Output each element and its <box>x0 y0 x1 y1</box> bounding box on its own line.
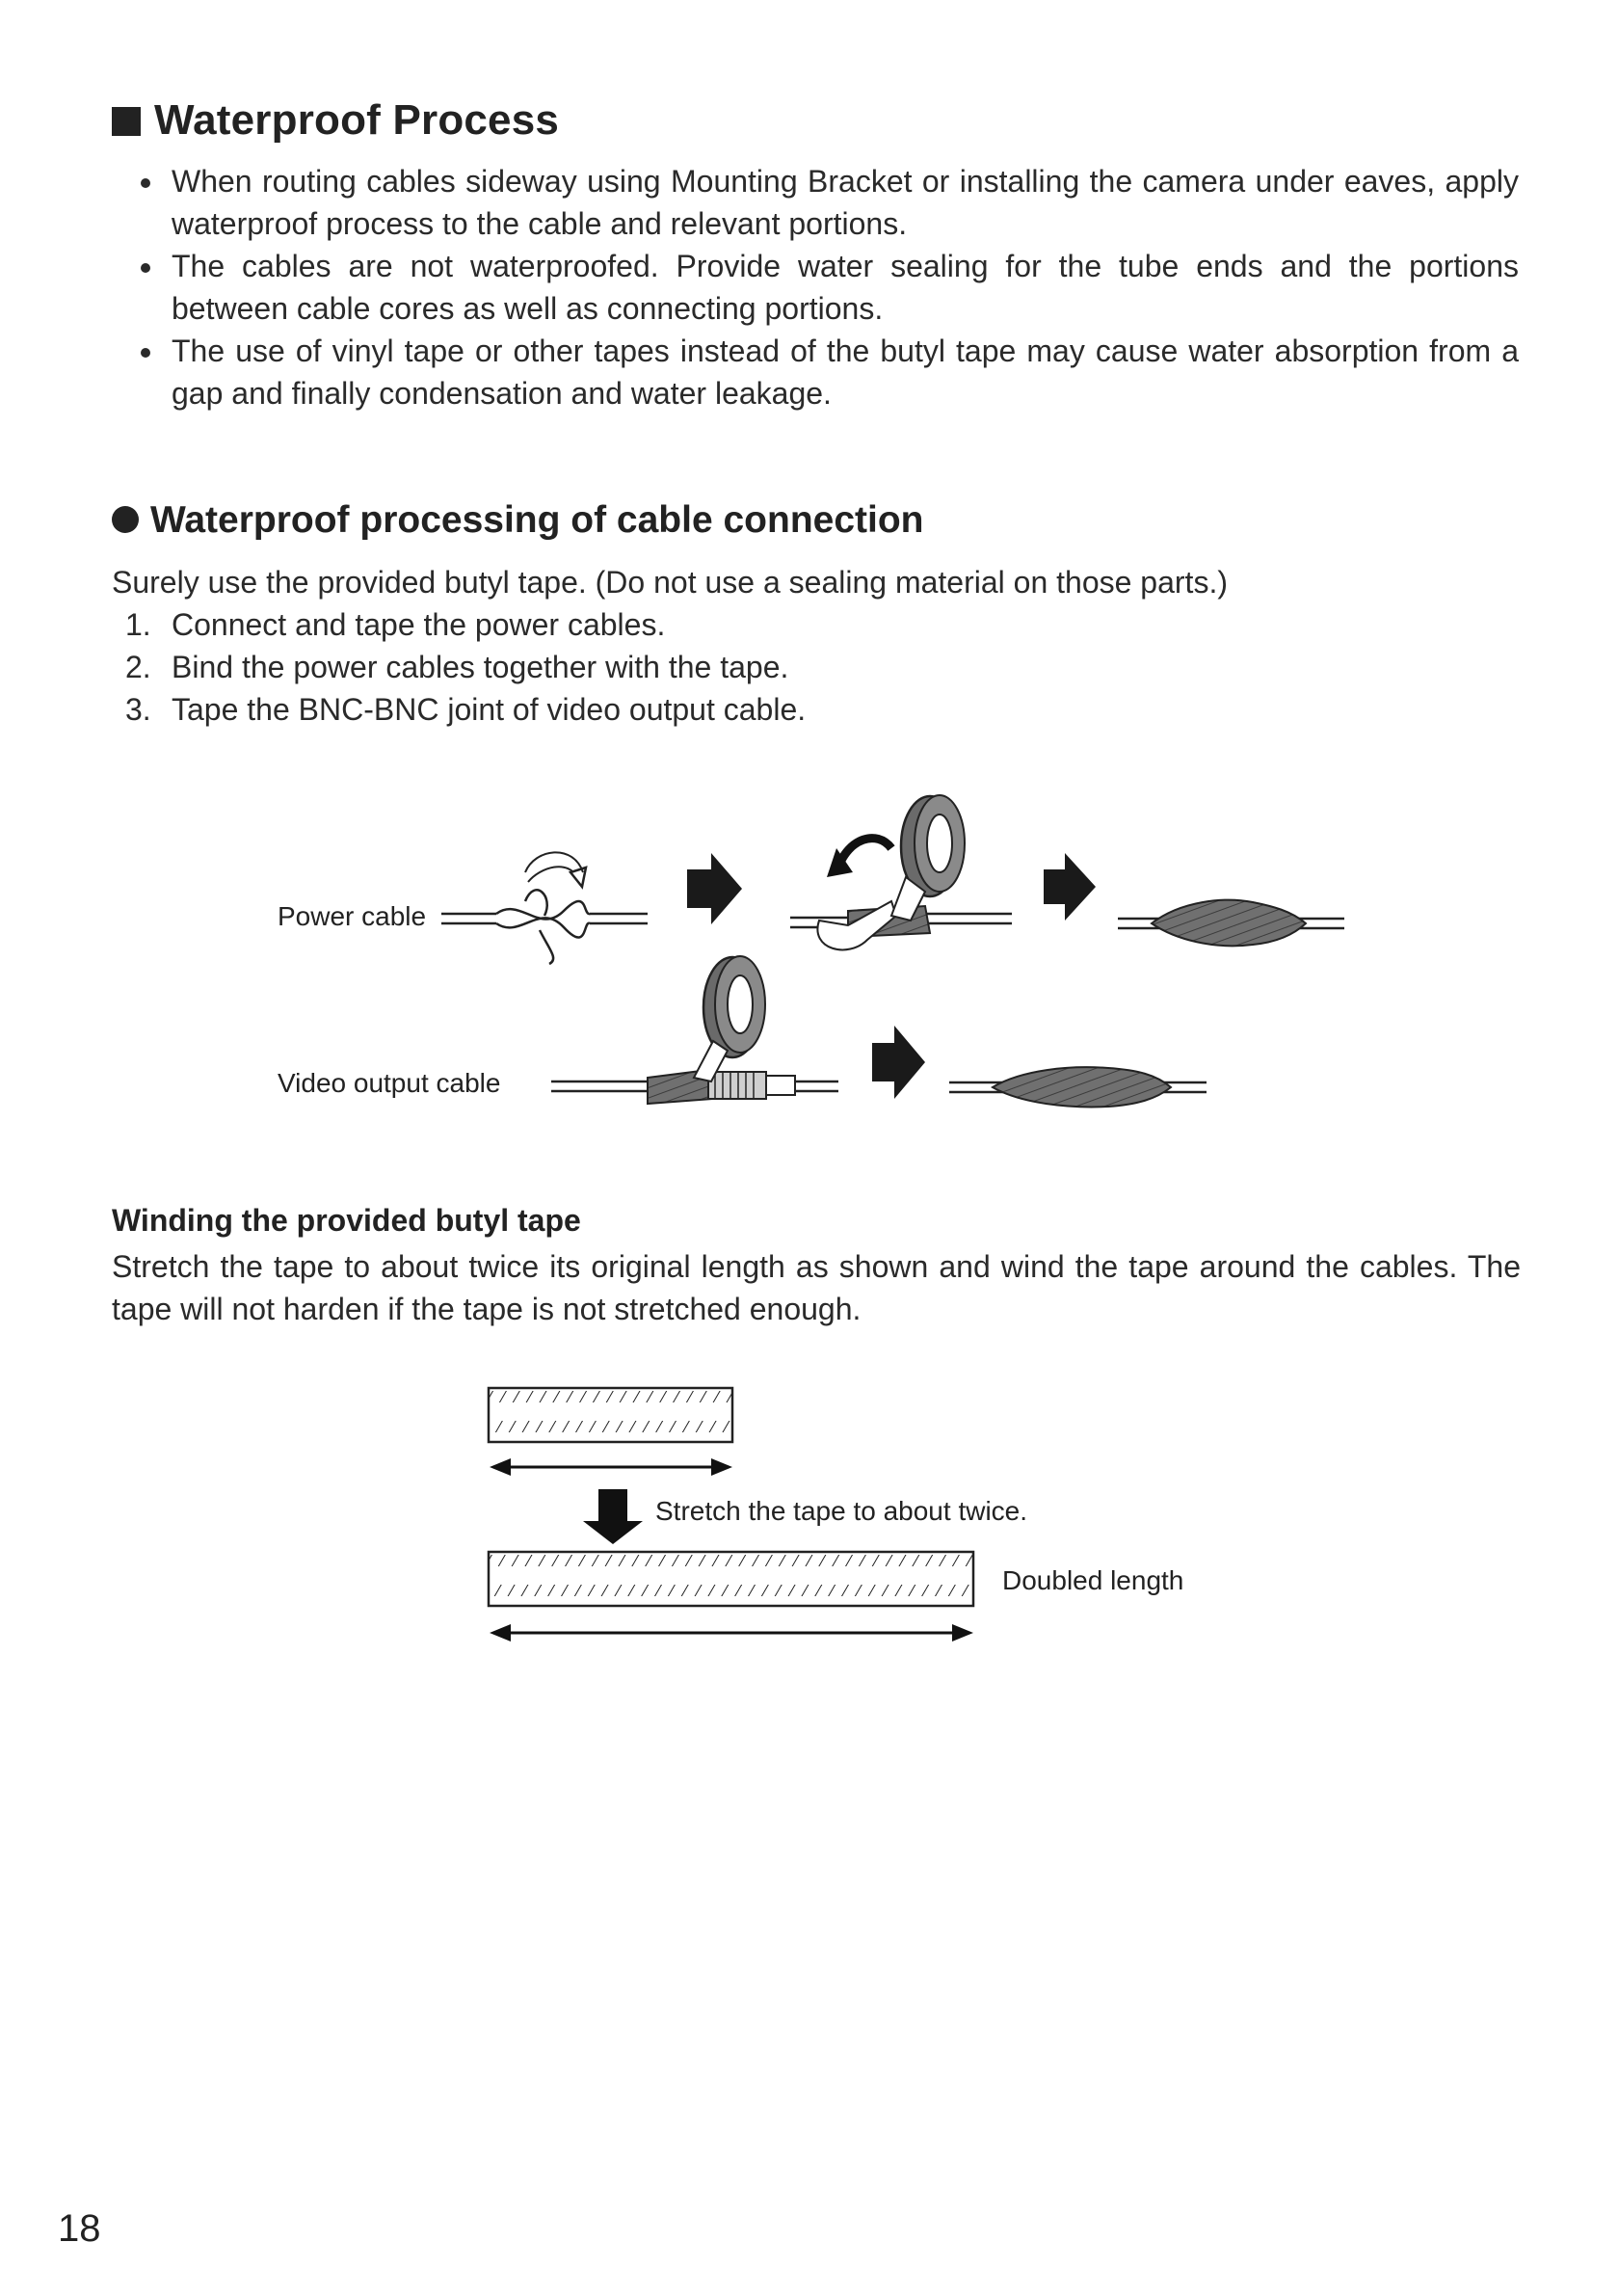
doubled-tape <box>489 1552 973 1606</box>
winding-text: Stretch the tape to about twice its original length as shown and wind the tape around the cables. The tape will not harden if the tape is not stretched enough. <box>112 1249 1521 1326</box>
doubled-length-label: Doubled length <box>1002 1565 1184 1595</box>
section-title: Waterproof Process <box>112 96 559 145</box>
step-item: 1. Connect and tape the power cables. <box>125 607 666 642</box>
step-item: 2. Bind the power cables together with the tape. <box>125 650 789 684</box>
video-cable-label: Video output cable <box>278 1068 501 1098</box>
page-number: 18 <box>58 2207 101 2250</box>
original-tape <box>489 1388 732 1442</box>
original-length-arrow <box>490 1458 732 1476</box>
down-arrow-icon <box>583 1489 643 1544</box>
step-item: 3. Tape the BNC-BNC joint of video output cable. <box>125 692 807 727</box>
power-cable-label: Power cable <box>278 901 427 931</box>
intro-text: Surely use the provided butyl tape. (Do not use a sealing material on those parts.) <box>112 565 1228 600</box>
list-item: The use of vinyl tape or other tapes instead of the butyl tape may cause water absorption from a gap and finally condensation and water leakage. <box>141 330 1519 414</box>
doubled-length-arrow <box>490 1624 973 1642</box>
list-item: When routing cables sideway using Mounting Bracket or installing the camera under eaves, apply waterproof process to the cable and relevant portions. <box>141 160 1519 245</box>
list-item: The cables are not waterproofed. Provide water sealing for the tube ends and the portions between cable cores as well as connecting portions. <box>141 245 1519 330</box>
subsection-title: Waterproof processing of cable connection <box>112 499 924 542</box>
stretch-label: Stretch the tape to about twice. <box>655 1496 1028 1526</box>
winding-title: Winding the provided butyl tape <box>112 1203 581 1238</box>
